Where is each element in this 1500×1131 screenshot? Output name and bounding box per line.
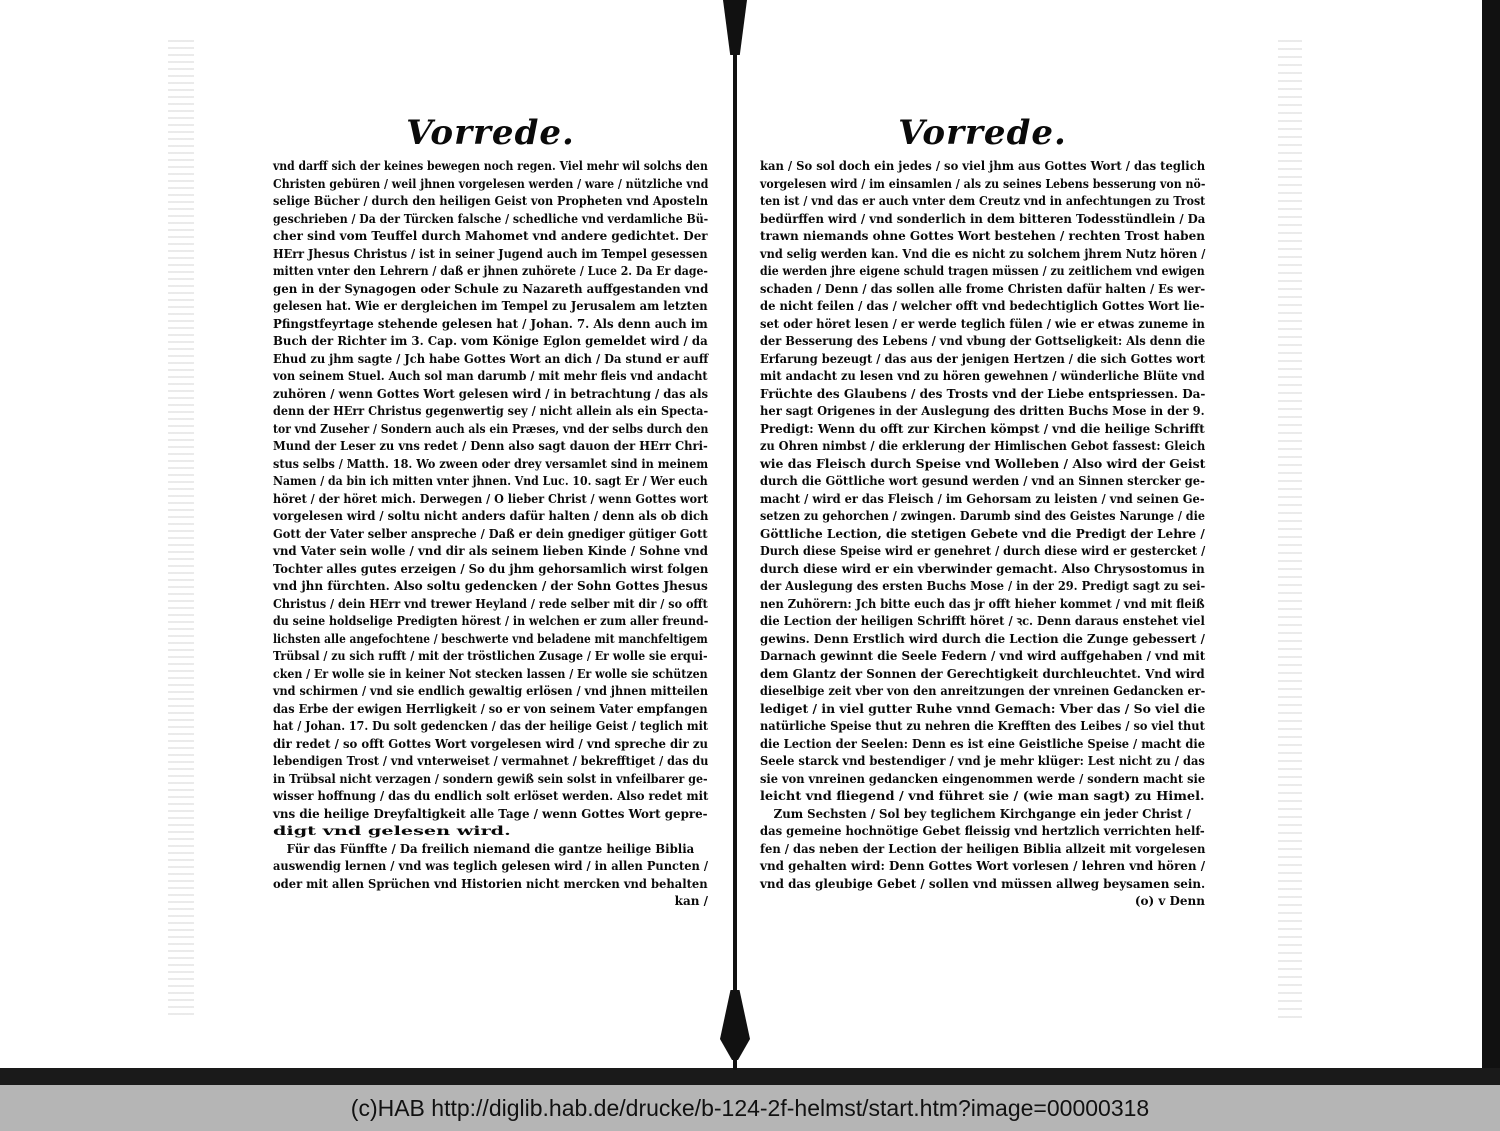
- text-line: stus selbs / Matth. 18. Wo zween oder drey versamlet sind in meinem: [273, 456, 709, 471]
- left-page-heading: Vorrede.: [406, 113, 575, 153]
- text-line: Gott der Vater selber anspreche / Daß er dein gnediger gütiger Gott: [273, 526, 708, 541]
- text-line: gewins. Denn Erstlich wird durch die Lection die Zunge gebessert /: [760, 631, 1205, 646]
- text-line: leicht vnd fliegend / vnd führet sie / (wie man sagt) zu Himel.: [760, 789, 1205, 803]
- text-line: der Auslegung des ersten Buchs Mose / in der 29. Predigt sagt zu sei-: [760, 579, 1206, 593]
- text-line: vnd das gleubige Gebet / sollen vnd müssen allweg beysamen sein.: [760, 876, 1206, 891]
- text-line: mit andacht zu lesen vnd zu hören gewehnen / wünderliche Blüte vnd: [760, 369, 1205, 383]
- copyright-footer: (c)HAB http://diglib.hab.de/drucke/b-124-2f-helmst/start.htm?image=00000318: [0, 1085, 1500, 1131]
- text-line: lebendigen Trost / vnd vnterweiset / vermahnet / bekrefftiget / das du: [273, 754, 709, 768]
- text-line: her sagt Origenes in der Auslegung des dritten Buchs Mose in der 9.: [760, 404, 1205, 418]
- text-line: Früchte des Glaubens / des Trosts vnd der Liebe entspriessen. Da-: [760, 386, 1206, 401]
- text-line: höret / der höret mich. Derwegen / O lieber Christ / wenn Gottes wort: [273, 491, 709, 506]
- text-line: setzen zu gehorchen / zwingen. Darumb sind des Geistes Narunge / die: [760, 509, 1205, 523]
- text-line: durch die Göttliche wort gesund werden / vnd an Sinnen stercker ge-: [760, 474, 1205, 488]
- scan-border-right: [1482, 0, 1500, 1085]
- left-page: [273, 110, 708, 911]
- text-line: Ehud zu jhm sagte / Jch habe Gottes Wort an dich / Da stund er auff: [273, 351, 709, 366]
- text-line: dieselbige zeit vber von den anreitzungen der vnreinen Gedancken er-: [760, 684, 1206, 698]
- text-line: Mund der Leser zu vns redet / Denn also sagt dauon der HErr Chri-: [273, 439, 708, 453]
- text-line: cken / Er wolle sie in keiner Not stecken lassen / Er wolle sie schützen: [273, 666, 708, 681]
- text-line: Predigt: Wenn du offt zur Kirchen kömpst / vnd die heilige Schrifft: [760, 421, 1205, 436]
- text-line: vnd selig werden kan. Vnd die es nicht zu solchem jhrem Nutz hören /: [760, 246, 1206, 261]
- text-line: nen Zuhörern: Jch bitte euch das jr offt hieher kommet / vnd mit fleiß: [760, 596, 1205, 611]
- text-line: Namen / da bin ich mitten vnter jhnen. Vnd Luc. 10. sagt Er / Wer euch: [273, 474, 708, 488]
- text-line: bedürffen wird / vnd sonderlich in dem bitteren Todesstündlein / Da: [760, 211, 1206, 226]
- text-line: set oder höret lesen / er werde teglich fülen / wie er etwas zuneme in: [760, 316, 1205, 331]
- text-line: die Lection der heiligen Schrifft höret / ꝛc. Denn daraus enstehet viel: [760, 614, 1205, 628]
- text-line: ten ist / vnd das er auch vnter dem Creutz vnd in anfechtungen zu Trost: [760, 194, 1206, 208]
- text-line: tor vnd Zuseher / Sondern auch als ein Præses, vnd der selbs durch den: [273, 421, 709, 436]
- text-line: vnd schirmen / vnd sie endlich gewaltig erlösen / vnd jhnen mitteilen: [273, 684, 708, 698]
- gutter-shadow-top: [723, 0, 747, 55]
- text-line: mitten vnter den Lehrern / daß er jhnen zuhörete / Luce 2. Da Er dage-: [273, 264, 708, 278]
- text-line: von seinem Stuel. Auch sol man darumb / mit mehr fleis vnd andacht: [273, 369, 708, 383]
- text-line: Christen gebüren / weil jhnen vorgelesen werden / ware / nützliche vnd: [273, 176, 709, 191]
- text-line: wisser hoffnung / das du endlich solt erlöset werden. Also redet mit: [273, 789, 709, 803]
- text-line: de nicht feilen / das / welcher offt vnd bedechtiglich Gottes Wort lie-: [760, 299, 1205, 313]
- text-line: in Trübsal nicht verzagen / sondern gewiß sein solst in vnfeilbarer ge-: [273, 771, 708, 786]
- text-line: digt vnd gelesen wird.: [273, 824, 511, 838]
- text-line: trawn niemands ohne Gottes Wort bestehen / rechten Trost haben: [760, 229, 1205, 243]
- page-edge-right: [1278, 40, 1302, 1020]
- text-line: Seele starck vnd bestendiger / vnd je mehr klüger: Lest nicht zu / das: [760, 754, 1205, 768]
- text-line: vnd Vater sein wolle / vnd dir als seinem lieben Kinde / Sohne vnd: [273, 544, 708, 558]
- text-line: dir redet / so offt Gottes Wort vorgelesen wird / vnd spreche dir zu: [273, 736, 709, 751]
- text-line: cher sind vom Teuffel durch Mahomet vnd andere gedichtet. Der: [273, 229, 708, 243]
- text-line: vnd jhn fürchten. Also soltu gedencken / der Sohn Gottes Jhesus: [273, 579, 708, 593]
- text-line: vorgelesen wird / im einsamlen / als zu seines Lebens besserung von nö-: [760, 176, 1206, 191]
- text-line: vorgelesen wird / soltu nicht anders dafür halten / denn als ob dich: [273, 509, 709, 523]
- text-line: Zum Sechsten / Sol bey teglichem Kirchgange ein jeder Christ /: [773, 806, 1191, 821]
- text-line: macht / wird er das Fleisch / im Gehorsam zu leisten / vnd seinen Ge-: [760, 491, 1205, 506]
- text-line: oder mit allen Sprüchen vnd Historien nicht mercken vnd behalten: [273, 876, 708, 891]
- text-line: wie das Fleisch durch Speise vnd Wolleben / Also wird der Geist: [760, 456, 1206, 471]
- left-page-text: [273, 158, 708, 911]
- text-line: Darnach gewinnt die Seele Federn / vnd wird auffgehaben / vnd mit: [760, 649, 1206, 663]
- text-line: die Lection der Seelen: Denn es ist eine Geistliche Speise / macht die: [760, 736, 1206, 751]
- text-line: Für das Fünffte / Da freilich niemand die gantze heilige Biblia: [286, 841, 695, 856]
- text-line: das gemeine hochnötige Gebet fleissig vnd hertzlich verrichten helf-: [760, 824, 1205, 838]
- text-line: vns die heilige Dreyfaltigkeit alle Tage / wenn Gottes Wort gepre-: [273, 806, 708, 821]
- text-line: das Erbe der ewigen Herrligkeit / so er von seinem Vater empfangen: [273, 701, 708, 716]
- text-line: Buch der Richter im 3. Cap. vom Könige Eglon gemeldet wird / da: [273, 334, 708, 348]
- text-line: sie von vnreinen gedancken eingenommen werde / sondern macht sie: [760, 771, 1206, 786]
- text-line: vnd gehalten wird: Denn Gottes Wort vorlesen / lehren vnd hören /: [760, 859, 1206, 873]
- right-page-heading: Vorrede.: [898, 113, 1067, 153]
- text-line: Erfarung bezeugt / das aus der jenigen Hertzen / die sich Gottes wort: [760, 351, 1206, 366]
- text-line: fen / das neben der Lection der heiligen Biblia allzeit mit vorgelesen: [760, 841, 1206, 856]
- text-line: Tochter alles gutes erzeigen / So du jhm gehorsamlich wirst folgen: [273, 561, 709, 576]
- text-line: der Besserung des Lebens / vnd vbung der Gottseligkeit: Als denn die: [760, 334, 1206, 348]
- text-line: (o) v Denn: [1134, 894, 1205, 908]
- text-line: HErr Jhesus Christus / ist in seiner Jugend auch im Tempel gesessen: [273, 246, 708, 261]
- text-line: Durch diese Speise wird er genehret / durch diese wird er gestercket /: [760, 544, 1206, 558]
- right-page-text: [760, 158, 1205, 911]
- gutter-shadow-bottom: [720, 990, 750, 1060]
- text-line: selige Bücher / durch den heiligen Geist von Propheten vnd Aposteln: [273, 194, 709, 208]
- text-line: Christus / dein HErr vnd trewer Heyland / rede selber mit dir / so offt: [273, 596, 708, 611]
- text-line: gen in der Synagogen oder Schule zu Nazareth auffgestanden vnd: [273, 281, 709, 296]
- text-line: Pfingstfeyrtage stehende gelesen hat / Johan. 7. Als denn auch im: [273, 316, 708, 331]
- text-line: Trübsal / zu sich rufft / mit der tröstlichen Zusage / Er wolle sie erqui-: [273, 649, 708, 663]
- text-line: du seine holdselige Predigten hörest / in welchen er zum aller freund-: [273, 614, 709, 628]
- text-line: auswendig lernen / vnd was teglich gelesen wird / in allen Puncten /: [273, 859, 708, 873]
- book-gutter: [718, 0, 752, 1085]
- text-line: hat / Johan. 17. Du solt gedencken / das der heilige Geist / teglich mit: [273, 719, 708, 733]
- text-line: zuhören / wenn Gottes Wort gelesen wird / in betrachtung / das als: [273, 386, 709, 401]
- text-line: natürliche Speise thut zu nehren die Krefften des Leibes / so viel thut: [760, 719, 1205, 733]
- text-line: Göttliche Lection, die stetigen Gebete vnd die Predigt der Lehre /: [760, 526, 1205, 541]
- right-page: [760, 110, 1205, 911]
- text-line: durch diese wird er ein vberwinder gemacht. Also Chrysostomus in: [760, 561, 1205, 576]
- page-edge-left: [168, 40, 194, 1020]
- text-line: lediget / in viel gutter Ruhe vnnd Gemach: Vber das / So viel die: [760, 701, 1206, 716]
- text-line: dem Glantz der Sonnen der Gerechtigkeit durchleuchtet. Vnd wird: [760, 666, 1205, 681]
- text-line: schaden / Denn / das sollen alle frome Christen dafür halten / Es wer-: [760, 281, 1206, 296]
- text-line: geschrieben / Da der Türcken falsche / schedliche vnd verdamliche Bü-: [273, 211, 709, 226]
- gutter-line: [733, 0, 737, 1070]
- text-line: gelesen hat. Wie er dergleichen im Tempel zu Jerusalem am letzten: [273, 299, 708, 313]
- text-line: kan /: [674, 894, 708, 908]
- text-line: denn der HErr Christus gegenwertig sey / nicht allein als ein Specta-: [273, 404, 709, 418]
- text-line: lichsten alle angefochtene / beschwerte vnd beladene mit manchfeltigem: [273, 631, 708, 646]
- text-line: die werden jhre eigene schuld tragen müssen / zu zeitlichem vnd ewigen: [760, 264, 1205, 278]
- text-line: vnd darff sich der keines bewegen noch regen. Viel mehr wil solchs den: [273, 159, 708, 173]
- text-line: zu Ohren nimbst / die erklerung der Himlischen Gebot fassest: Gleich: [760, 439, 1206, 453]
- text-line: kan / So sol doch ein jedes / so viel jhm aus Gottes Wort / das teglich: [760, 159, 1206, 173]
